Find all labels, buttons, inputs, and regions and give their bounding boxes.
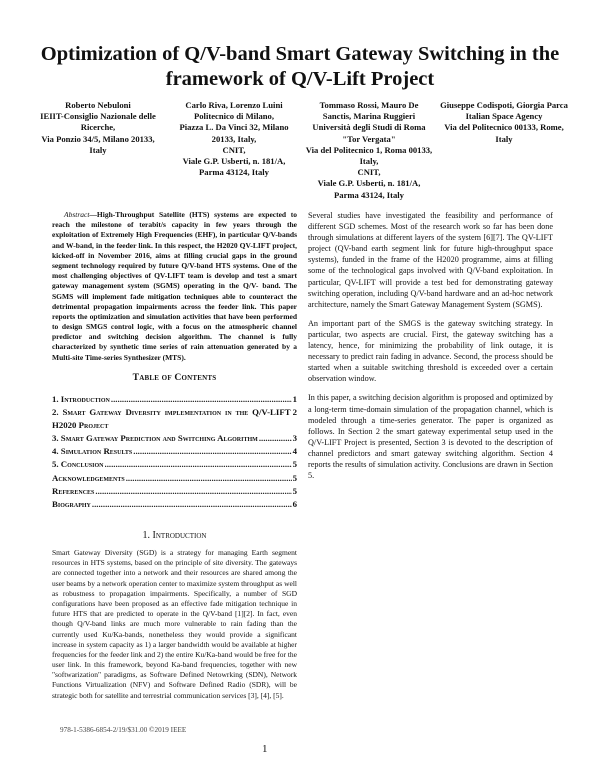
paper-title: Optimization of Q/V-band Smart Gateway Switching in the framework of Q/V-Lift Project: [40, 43, 560, 90]
abstract: [52, 210, 297, 363]
copyright-notice: 978-1-5386-6854-2/19/$31.00 ©2019 IEEE: [60, 726, 187, 734]
toc-entry[interactable]: 1. Introduction ..... 1: [52, 393, 297, 406]
toc-entry[interactable]: 3. Smart Gateway Prediction and Switching Algorithm ..... 3: [52, 432, 297, 445]
intro-paragraph-3: An important part of the SMGS is the gateway switching strategy. In particular, two aspects are crucial. First, the gateway switching has a latency, hence, for minimizing the probability of link outage, it is necessary to predict rain fading in advance. Second, the process should be started when a suitable switching threshold is exceeded over a certain observation window.: [308, 318, 553, 384]
abstract-label: Abstract: [64, 210, 90, 219]
abstract-text: —High-Throughput Satellite (HTS) systems are expected to reach the milestone of terabit/s capacity in few years through the exploitation of Extremely High Frequencies (EHF), in particular Q/V-bands and W-band, in the feeder link. In this respect, the H2020 QV-LIFT project, kicked-off in November 2016, aims at filling crucial gaps in the ground segment technology required by future Q/V-band HTS systems. One of the most challenging objectives of QV-LIFT team is develop and test a smart gateway management system (SGMS) operating in the Q/V- band. The SGMS will implement fade mitigation techniques able to counteract the detrimental propagation impairments across the feeder link. This paper reports the optimization and simulation activities that have been performed to design SMGS control logic, with a focus on the atmospheric channel predictor and switching decision algorithm. The channel is fully characterized by synthetic time series of rain attenuation generated by a Multi-site Time-series Synthesizer (MTS).: [52, 210, 297, 362]
intro-paragraph-1: Smart Gateway Diversity (SGD) is a strategy for managing Earth segment resources in HTS systems, based on the principle of site diversity. The gateways are connected together into a network and their resources are shared among the user beams by a network operation center to maximize system throughput as well as robustness to propagation impairments. Specifically, a number of SGD configurations have been proposed as an effective fade mitigation technique in future HTS that are predicted to operate in the Q/V-band [1][2]. In fact, even though Q/V-band links are much more vulnerable to rain fading than the currently used Ku/Ka-bands, nonetheless they would provide a significant increase in system capacity as 1) a larger bandwidth would be available at higher frequencies for the feeder link and 2) the entire Ku/Ka-band would be free for the user link. In this framework, beyond Ka-band frequencies, together with new "softwarization" paradigms, as Software Defined Netowrking (SDN), Network Functions Virtualization (NFV) and Software Defined Radio (SDR), will be strategic both for satellite and terrestrial communication services [3], [4], [5].: [52, 548, 297, 700]
author-block-4: Giuseppe Codispoti, Giorgia Parca Italian Space Agency Via del Politecnico 00133, Rome, Italy: [440, 100, 568, 144]
toc-entry[interactable]: Acknowledgements ..... 5: [52, 472, 297, 485]
toc-entry[interactable]: References ..... 5: [52, 485, 297, 498]
author-block-2: Carlo Riva, Lorenzo Luini Politecnico di Milano, Piazza L. Da Vinci 32, Milano 20133, Italy, CNIT, Viale G.P. Usberti, n. 181/A, Parma 43124, Italy: [179, 100, 289, 178]
intro-paragraph-4: In this paper, a switching decision algorithm is proposed and optimized by a long-term time-domain simulation of the propagation channel, which is modeled through a time-series generator. The paper is organized as follows. In Section 2 the smart gateway experimental setup used in the Q/V-LIFT Project is presented, Section 3 is devoted to the description of channel predictors and smart gateway switching algorithm. Section 4 reports the results of simulation activity. Conclusions are drawn in Section 5.: [308, 393, 553, 481]
toc: [52, 393, 297, 511]
left-column: [52, 210, 297, 709]
author-block-3: Tommaso Rossi, Mauro De Sanctis, Marina Ruggieri Università degli Studi di Roma "Tor Vergata" Via del Politecnico 1, Roma 00133, Italy, CNIT, Viale G.P. Usberti, n. 181/A, Parma 43124, Italy: [305, 100, 433, 200]
section-heading-introduction: 1. Introduction: [142, 529, 207, 541]
author-block-1: Roberto Nebuloni IEIIT-Consiglio Nazionale delle Ricerche, Via Ponzio 34/5, Milano 20133, Italy: [40, 100, 156, 155]
toc-entry[interactable]: Biography ..... 6: [52, 498, 297, 511]
page-number: 1: [262, 743, 268, 755]
toc-entry[interactable]: 2. Smart Gateway Diversity implementation in the Q/V-LIFT H2020 Project 2: [52, 407, 297, 431]
right-column: [308, 210, 553, 489]
toc-entry[interactable]: 4. Simulation Results ..... 4: [52, 445, 297, 458]
intro-paragraph-2: Several studies have investigated the feasibility and performance of different SGD schemes. Most of the research work so far has been done through simulations at different layers of the system [6][7]. The QV-LIFT project (QV-band earth segment link for future high-throughput space systems), funded in the frame of the H2020 programme, aims at filling some of the technological gaps involved with Q/V-band exploitation. In particular, QV-LIFT will provide a test bed for demonstrating gateway switching operation, including Q/V-band hardware and an ad-hoc network architecture, namely the Smart Gateway Management System (SGMS).: [308, 211, 553, 309]
toc-entry[interactable]: 5. Conclusion ..... 5: [52, 458, 297, 471]
toc-title: Table of Contents: [132, 371, 217, 383]
